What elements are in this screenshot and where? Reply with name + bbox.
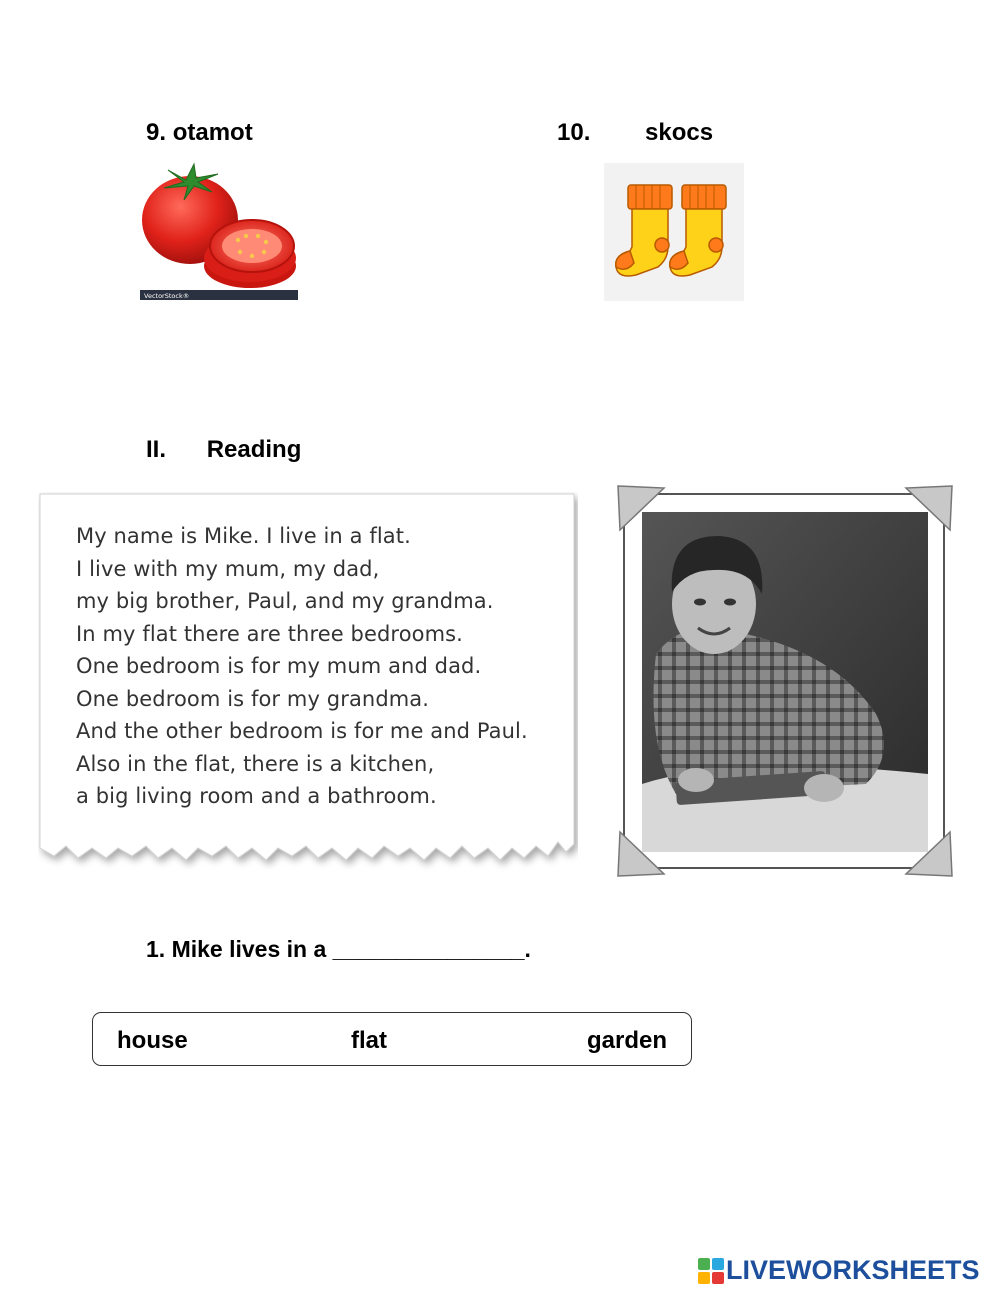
item-9-number: 9. [146, 119, 167, 146]
passage-line: Also in the flat, there is a kitchen, [76, 751, 435, 776]
option-flat[interactable]: flat [351, 1027, 387, 1054]
socks-image [604, 163, 744, 301]
passage-line: a big living room and a bathroom. [76, 784, 437, 808]
option-garden[interactable]: garden [587, 1027, 668, 1054]
item-9-label [146, 119, 253, 147]
passage-line: My name is Mike. I live in a flat. [76, 524, 411, 548]
passage-line: One bedroom is for my mum and dad. [76, 654, 482, 678]
passage-line: One bedroom is for my grandma. [76, 686, 430, 711]
passage-line: And the other bedroom is for me and Paul. [76, 719, 528, 743]
section-heading [146, 436, 301, 464]
section-numeral: II. [146, 436, 167, 463]
item-10-number: 10. [557, 119, 591, 146]
brand-name: LIVEWORKSHEETS [726, 1255, 980, 1285]
boy-photo [616, 484, 954, 878]
passage-line: my big brother, Paul, and my grandma. [76, 589, 494, 613]
passage-line: I live with my mum, my dad, [76, 556, 380, 581]
liveworksheets-logo-icon [698, 1258, 724, 1284]
option-house[interactable]: house [117, 1027, 188, 1054]
item-10-label [557, 119, 590, 147]
question-1: 1. Mike lives in a _______________. [146, 936, 531, 962]
reading-passage [76, 520, 556, 813]
answer-options-box [92, 1012, 692, 1066]
tomato-watermark: VectorStock® [144, 292, 190, 300]
section-title: Reading [206, 436, 302, 463]
item-10-word: skocs [645, 119, 714, 146]
passage-line: In my flat there are three bedrooms. [76, 621, 463, 646]
item-9-word: otamot [172, 119, 253, 146]
tomato-image [138, 160, 300, 302]
